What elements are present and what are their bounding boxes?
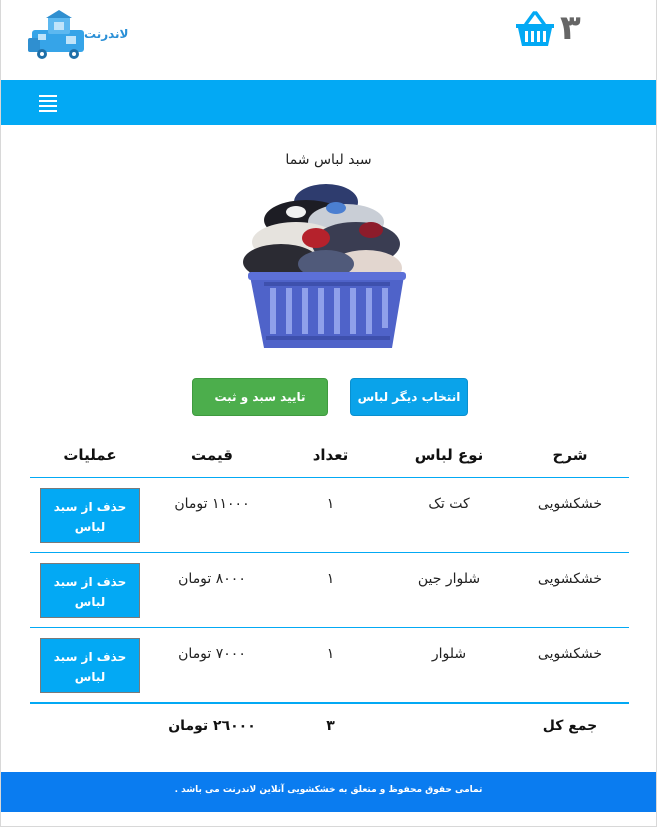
header-quantity: تعداد (312, 446, 349, 464)
total-row (30, 703, 629, 751)
basket-title: سبد لباس شما (285, 152, 372, 168)
cell-price: ٧٠٠٠ تومان (178, 646, 246, 662)
cell-description: خشکشویی (537, 646, 603, 662)
cell-quantity: ١ (326, 646, 335, 662)
table-row (30, 553, 629, 628)
cell-type: شلوار (431, 646, 467, 662)
cell-quantity: ١ (326, 496, 335, 512)
table-row (30, 628, 629, 703)
total-price: ٢٦٠٠٠ تومان (168, 718, 256, 734)
cell-type: شلوار جین (417, 571, 481, 587)
cart-indicator[interactable] (514, 10, 594, 52)
site-header (0, 0, 657, 80)
header-price: قیمت (191, 446, 233, 464)
basket-table (30, 440, 629, 751)
header-operations: عملیات (63, 446, 117, 464)
logo-text: لاندرنت (84, 27, 129, 41)
basket-icon (514, 10, 556, 50)
table-row (30, 478, 629, 553)
header-type: نوع لباس (414, 446, 484, 464)
cell-price: ٨٠٠٠ تومان (178, 571, 246, 587)
cell-quantity: ١ (326, 571, 335, 587)
laundry-basket-image (236, 172, 416, 354)
remove-from-basket-button[interactable]: حذف از سبد لباس (40, 638, 140, 693)
total-label: جمع کل (542, 718, 598, 734)
copyright-text: تمامی حقوق محفوظ و متعلق به خشکشویی آنلاین لاندرنت می باشد . (174, 785, 483, 795)
table-header (30, 440, 629, 478)
confirm-order-button[interactable]: تایید سبد و ثبت سفارش (192, 378, 328, 416)
cell-description: خشکشویی (537, 496, 603, 512)
menu-icon[interactable] (39, 95, 57, 111)
header-description: شرح (552, 446, 588, 464)
cell-description: خشکشویی (537, 571, 603, 587)
site-footer (1, 772, 656, 812)
select-more-clothes-button[interactable]: انتخاب دیگر لباس ها (350, 378, 468, 416)
cell-type: کت تک (428, 496, 470, 512)
cart-count: ٣ (560, 8, 581, 48)
site-logo[interactable] (28, 10, 129, 60)
cell-price: ١١٠٠٠ تومان (174, 496, 250, 512)
total-quantity: ٣ (326, 718, 335, 734)
remove-from-basket-button[interactable]: حذف از سبد لباس (40, 488, 140, 543)
remove-from-basket-button[interactable]: حذف از سبد لباس (40, 563, 140, 618)
navbar (1, 80, 656, 125)
